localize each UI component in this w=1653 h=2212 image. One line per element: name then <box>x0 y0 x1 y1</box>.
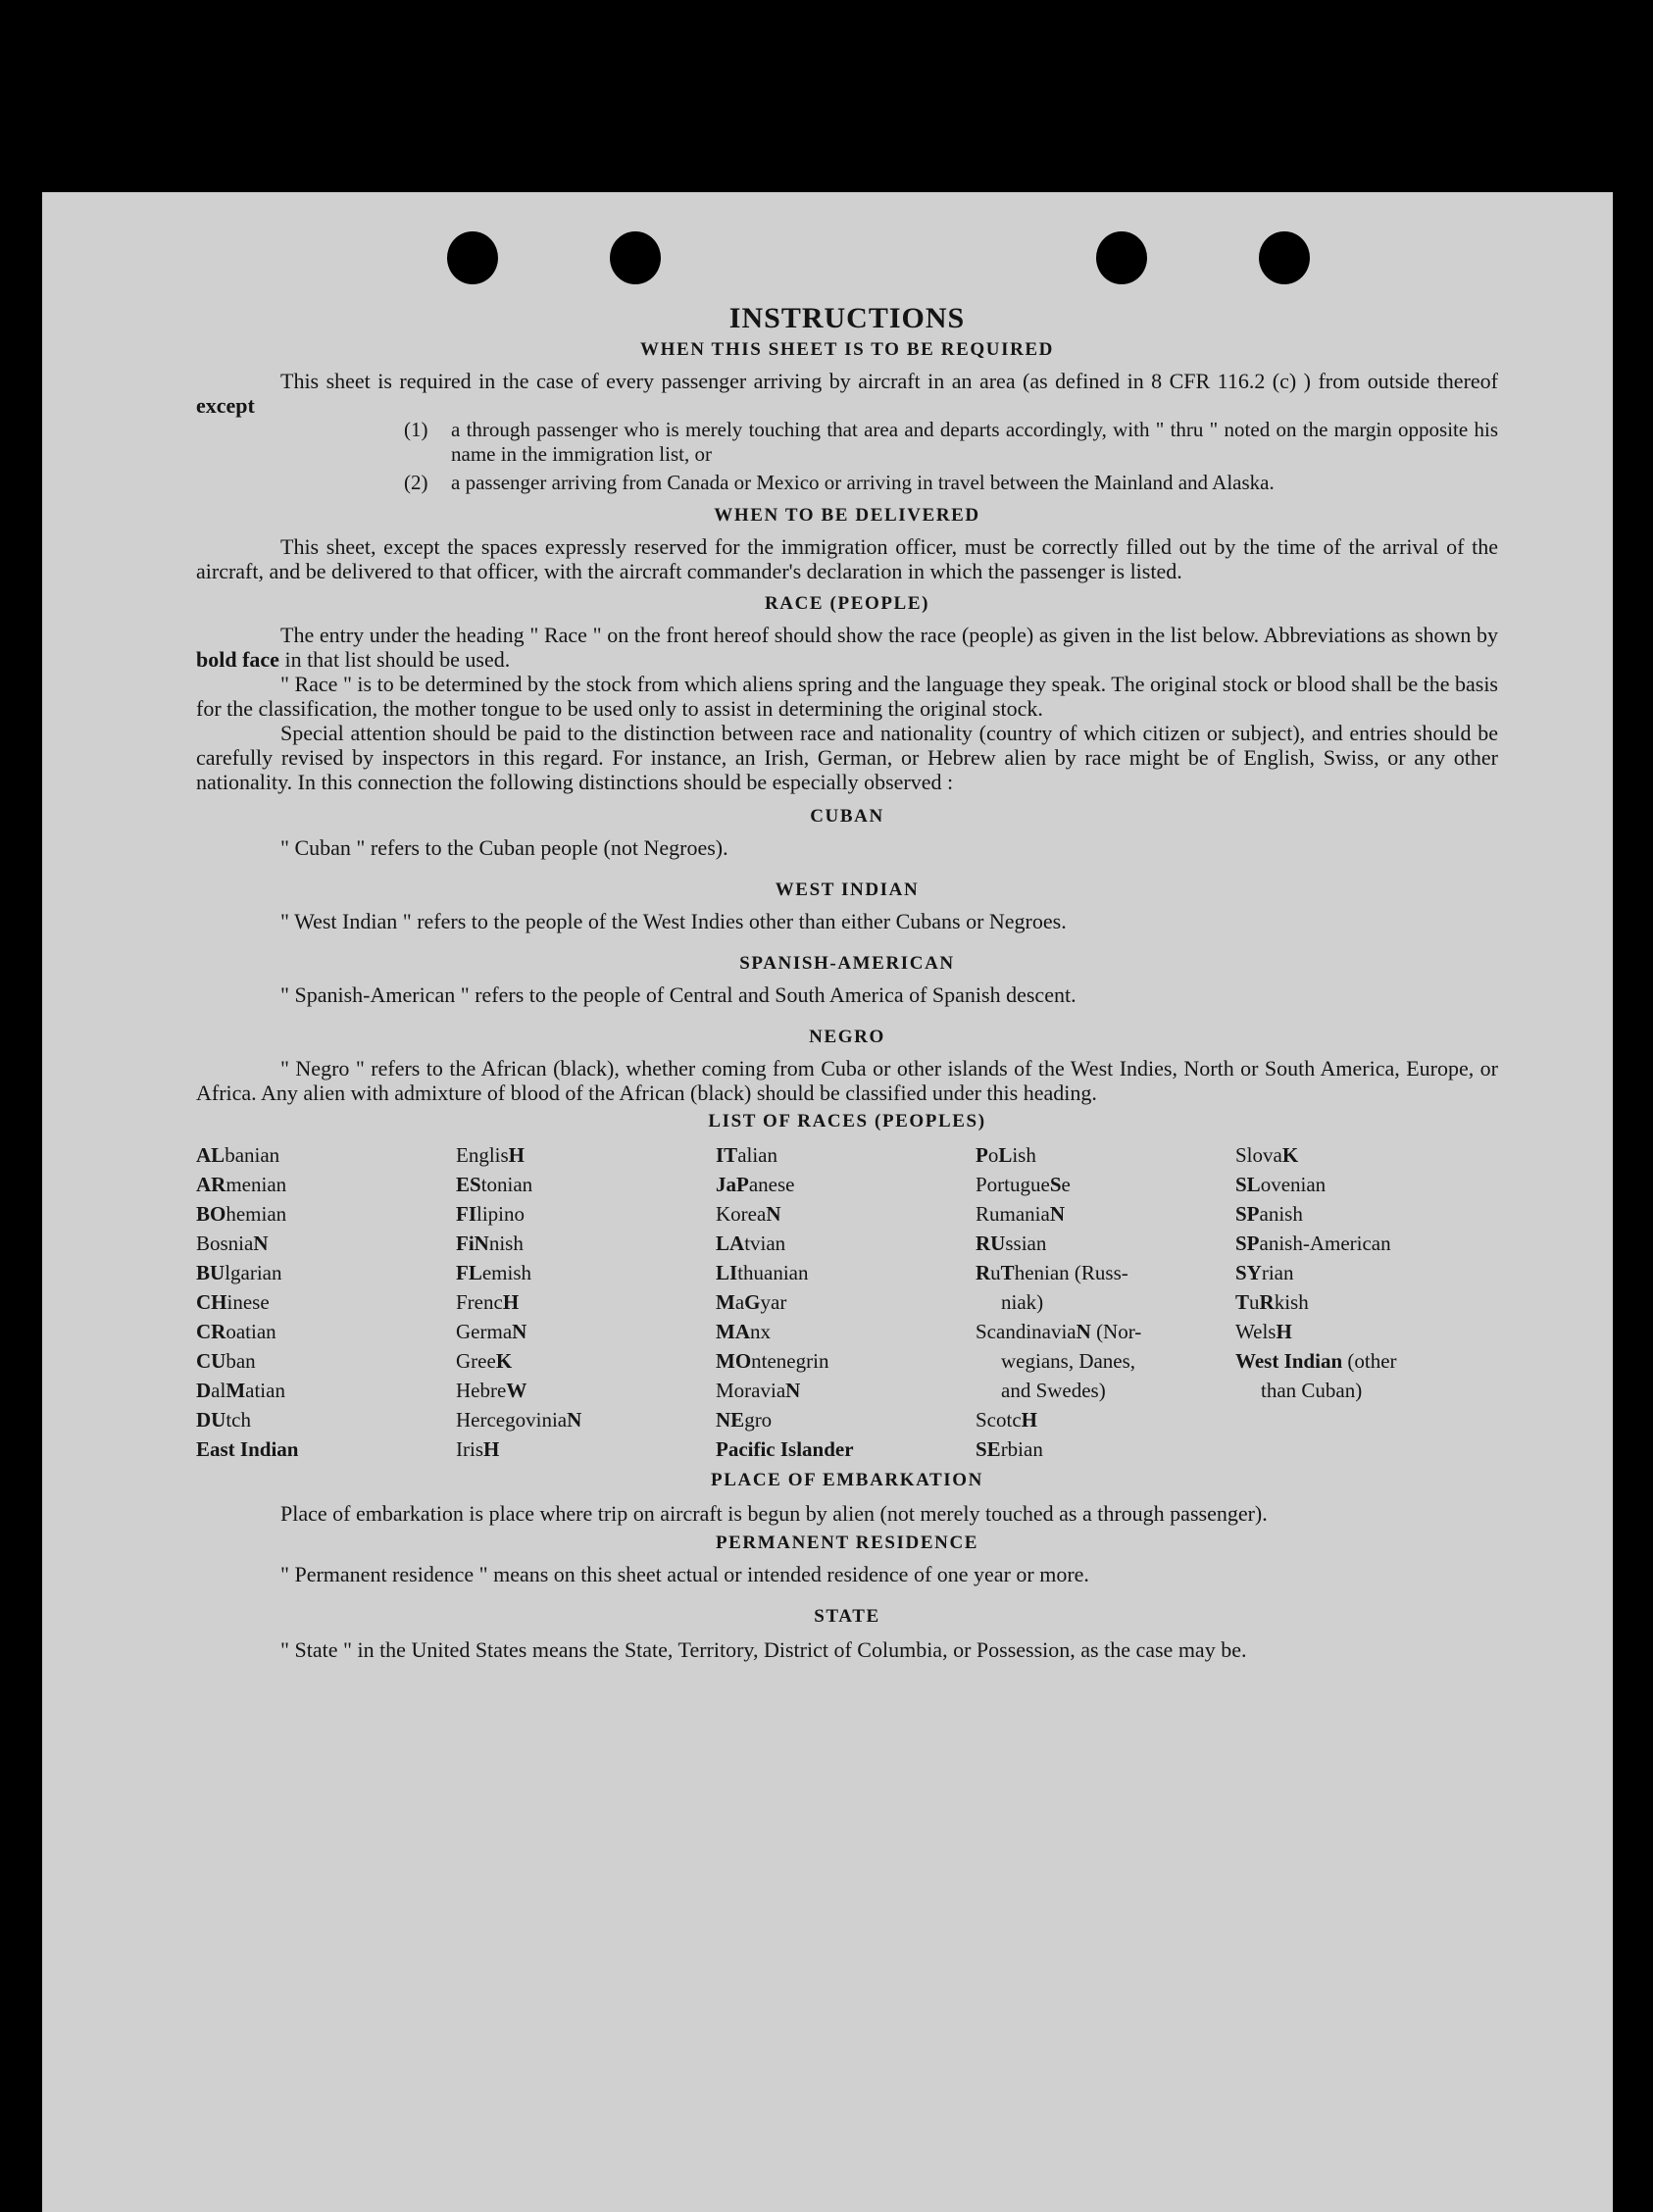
instructions-content <box>196 302 1498 1665</box>
race-column <box>456 1140 716 1464</box>
race-column <box>976 1140 1235 1464</box>
race-entry: EnglisH <box>456 1143 526 1167</box>
race-entry: MaGyar <box>716 1290 787 1314</box>
race-entry: PoLish <box>976 1143 1036 1167</box>
section-heading-cuban: CUBAN <box>810 806 884 827</box>
race-entry: MOntenegrin <box>716 1349 829 1373</box>
race-entry: ScotcH <box>976 1408 1037 1432</box>
race-entry: KoreaN <box>716 1202 781 1226</box>
section-heading-required: WHEN THIS SHEET IS TO BE REQUIRED <box>639 339 1055 360</box>
race-entry: MAnx <box>716 1320 771 1343</box>
race-entry: BOhemian <box>196 1202 287 1226</box>
race-entry: BosniaN <box>196 1232 269 1255</box>
race-paragraph-2: " Race " is to be determined by the stock from which aliens spring and the language they speak. The original stock or blood shall be the basis for the classification, the mother tongue to be used only to assist in determining the original stock. <box>196 672 1498 721</box>
race-entry: TuRkish <box>1235 1290 1309 1314</box>
race-entry: CUban <box>196 1349 256 1373</box>
section-heading-state: STATE <box>814 1606 880 1627</box>
section-heading-residence: PERMANENT RESIDENCE <box>715 1533 979 1553</box>
race-entry: SYrian <box>1235 1261 1294 1284</box>
race-entry: FiNnish <box>456 1232 524 1255</box>
race-entry: SLovenian <box>1235 1173 1327 1196</box>
section-heading-west-indian: WEST INDIAN <box>775 880 920 900</box>
required-intro: This sheet is required in the case of every passenger arriving by aircraft in an area (as defined in 8 CFR 116.2 (c) ) from outside thereof except <box>196 369 1498 418</box>
race-entry: FIlipino <box>456 1202 526 1226</box>
race-entry: than Cuban) <box>1261 1379 1363 1402</box>
race-entry: LIthuanian <box>716 1261 809 1284</box>
race-entry: wegians, Danes, <box>1001 1349 1136 1373</box>
race-entry: West Indian (other <box>1235 1349 1397 1373</box>
race-entry: CRoatian <box>196 1320 276 1343</box>
delivered-text: This sheet, except the spaces expressly reserved for the immigration officer, must be correctly filled out by the time of the arrival of the aircraft, and be delivered to that officer, with the aircraft commander's declaration in which the passenger is listed. <box>196 534 1498 583</box>
race-entry: ScandinaviaN (Nor- <box>976 1320 1142 1343</box>
race-entry: SPanish-American <box>1235 1232 1391 1255</box>
race-column <box>196 1140 456 1464</box>
race-entry: FrencH <box>456 1290 520 1314</box>
race-entry: FLemish <box>456 1261 532 1284</box>
section-heading-negro: NEGRO <box>809 1027 885 1047</box>
cuban-text: " Cuban " refers to the Cuban people (not Negroes). <box>280 835 728 860</box>
embarkation-text: Place of embarkation is place where trip on aircraft is begun by alien (not merely touched as a through passenger). <box>280 1501 1268 1526</box>
race-entry: MoraviaN <box>716 1379 801 1402</box>
document-sheet <box>42 192 1613 2212</box>
race-entry: ITalian <box>716 1143 777 1167</box>
race-entry: HebreW <box>456 1379 527 1402</box>
section-heading-races-list: LIST OF RACES (PEOPLES) <box>708 1111 986 1131</box>
race-paragraph-3: Special attention should be paid to the distinction between race and nationality (country of which citizen or subject), and entries should be carefully revised by inspectors in this regard. For instance, an Irish, German, or Hebrew alien by race might be of English, Swiss, or any other nationality. In this connection the following distinctions should be especially observed : <box>196 721 1498 794</box>
race-entry: RuThenian (Russ- <box>976 1261 1128 1284</box>
required-item-1: (1) a through passenger who is merely touching that area and departs accordingly, with " thru " noted on the margin opposite his name in the immigration list, or <box>404 418 1498 466</box>
race-column <box>716 1140 976 1464</box>
race-entry: SErbian <box>976 1437 1043 1461</box>
race-entry: EStonian <box>456 1173 533 1196</box>
races-list <box>196 1140 1498 1464</box>
negro-text: " Negro " refers to the African (black), whether coming from Cuba or other islands of the West Indies, North or South America, Europe, or Africa. Any alien with admixture of blood of the African (black) should be classified under this heading. <box>196 1056 1498 1105</box>
race-entry: RUssian <box>976 1232 1047 1255</box>
required-item-2: (2) a passenger arriving from Canada or Mexico or arriving in travel between the Mainland and Alaska. <box>404 471 1275 494</box>
race-entry: LAtvian <box>716 1232 786 1255</box>
race-entry: PortugueSe <box>976 1173 1071 1196</box>
section-heading-delivered: WHEN TO BE DELIVERED <box>714 505 980 526</box>
section-heading-embarkation: PLACE OF EMBARKATION <box>711 1470 983 1490</box>
section-heading-spanish-american: SPANISH-AMERICAN <box>739 953 955 974</box>
race-entry: HercegoviniaN <box>456 1408 582 1432</box>
race-entry: Pacific Islander <box>716 1437 854 1461</box>
race-entry: RumaniaN <box>976 1202 1065 1226</box>
punch-hole <box>447 231 498 284</box>
race-entry: DUtch <box>196 1408 251 1432</box>
race-entry: JaPanese <box>716 1173 795 1196</box>
race-entry: NEgro <box>716 1408 773 1432</box>
race-column <box>1235 1140 1495 1464</box>
punch-hole <box>1259 231 1310 284</box>
race-entry: CHinese <box>196 1290 270 1314</box>
race-entry: BUlgarian <box>196 1261 282 1284</box>
residence-text: " Permanent residence " means on this sheet actual or intended residence of one year or more. <box>280 1562 1089 1586</box>
west-indian-text: " West Indian " refers to the people of the West Indies other than either Cubans or Negroes. <box>280 909 1067 933</box>
page-title: INSTRUCTIONS <box>728 302 966 334</box>
race-entry: and Swedes) <box>1001 1379 1106 1402</box>
race-entry: ALbanian <box>196 1143 280 1167</box>
race-entry: SPanish <box>1235 1202 1303 1226</box>
race-entry: DalMatian <box>196 1379 285 1402</box>
race-entry: niak) <box>1001 1290 1044 1314</box>
race-entry: GermaN <box>456 1320 527 1343</box>
spanish-american-text: " Spanish-American " refers to the people of Central and South America of Spanish descent. <box>280 982 1077 1007</box>
race-entry: WelsH <box>1235 1320 1292 1343</box>
race-entry: GreeK <box>456 1349 513 1373</box>
punch-hole <box>1096 231 1147 284</box>
race-entry: IrisH <box>456 1437 500 1461</box>
race-entry: East Indian <box>196 1437 299 1461</box>
state-text: " State " in the United States means the State, Territory, District of Columbia, or Possession, as the case may be. <box>280 1637 1247 1662</box>
race-paragraph-1: The entry under the heading " Race " on the front hereof should show the race (people) as given in the list below. Abbreviations as shown by bold face in that list should be used. <box>196 623 1498 672</box>
race-entry: ARmenian <box>196 1173 287 1196</box>
punch-hole <box>610 231 661 284</box>
race-entry: SlovaK <box>1235 1143 1299 1167</box>
section-heading-race: RACE (PEOPLE) <box>764 593 930 614</box>
